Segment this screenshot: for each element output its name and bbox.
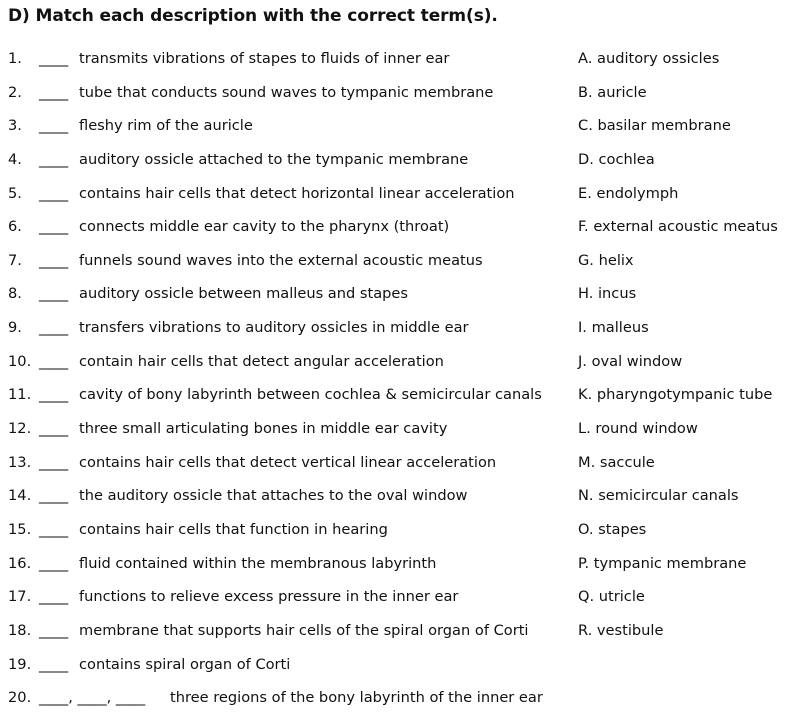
question-number: 8.	[8, 285, 22, 303]
term-list	[578, 47, 783, 653]
question-row	[8, 484, 568, 518]
question-row	[8, 114, 568, 148]
question-description: transmits vibrations of stapes to fluids of inner ear	[79, 50, 450, 67]
question-row	[8, 585, 568, 619]
answer-blank[interactable]: ____	[39, 285, 69, 303]
question-row	[8, 148, 568, 182]
question-row	[8, 518, 568, 552]
question-number: 2.	[8, 83, 22, 101]
question-row	[8, 417, 568, 451]
term-item: G. helix	[578, 251, 634, 269]
question-number: 12.	[8, 420, 32, 438]
question-row	[8, 619, 568, 653]
question-description: contains hair cells that detect vertical linear acceleration	[79, 453, 497, 471]
answer-blank[interactable]: ____	[39, 251, 69, 269]
term-item: E. endolymph	[578, 184, 679, 202]
term-item: I. malleus	[578, 319, 649, 337]
question-number: 11.	[8, 386, 32, 404]
question-number: 13.	[8, 453, 32, 471]
answer-blank[interactable]: ____	[39, 520, 69, 538]
question-row	[8, 282, 568, 316]
term-item: L. round window	[578, 420, 698, 438]
term-item: O. stapes	[578, 520, 647, 538]
question-description: tube that conducts sound waves to tympanic membrane	[79, 83, 494, 101]
section-heading: D) Match each description with the correct term(s).	[8, 6, 498, 26]
question-number: 20.	[8, 689, 32, 707]
answer-blank[interactable]: ____	[39, 386, 69, 404]
question-row	[8, 81, 568, 115]
question-description: three regions of the bony labyrinth of the inner ear	[170, 689, 543, 707]
question-list	[8, 47, 568, 720]
term-item: K. pharyngotympanic tube	[578, 386, 773, 404]
question-row	[8, 383, 568, 417]
answer-blank[interactable]: ____	[39, 50, 69, 67]
question-number: 16.	[8, 554, 32, 572]
question-description: contains hair cells that detect horizontal linear acceleration	[79, 184, 515, 202]
answer-blank[interactable]: ____	[39, 487, 69, 505]
question-number: 6.	[8, 218, 22, 236]
term-item: R. vestibule	[578, 621, 664, 639]
question-row	[8, 451, 568, 485]
question-description: fluid contained within the membranous labyrinth	[79, 554, 437, 572]
question-description: membrane that supports hair cells of the spiral organ of Corti	[79, 621, 529, 639]
question-number: 18.	[8, 621, 32, 639]
term-item: Q. utricle	[578, 588, 645, 606]
answer-blank[interactable]: ____	[39, 352, 69, 370]
question-description: three small articulating bones in middle ear cavity	[79, 420, 448, 438]
question-row	[8, 552, 568, 586]
question-number: 7.	[8, 251, 22, 269]
term-item: N. semicircular canals	[578, 487, 739, 505]
answer-blank[interactable]: ____	[39, 588, 69, 606]
question-row	[8, 182, 568, 216]
answer-blank[interactable]: ____	[39, 150, 69, 168]
question-number: 3.	[8, 117, 22, 135]
question-number: 19.	[8, 655, 32, 673]
question-description: funnels sound waves into the external acoustic meatus	[79, 251, 483, 269]
question-number: 14.	[8, 487, 32, 505]
answer-blank[interactable]: ____	[39, 184, 69, 202]
question-row	[8, 215, 568, 249]
question-description: auditory ossicle between malleus and stapes	[79, 285, 409, 303]
term-item: J. oval window	[578, 352, 683, 370]
question-row	[8, 686, 568, 720]
answer-blank[interactable]: ____	[39, 83, 69, 101]
term-item: P. tympanic membrane	[578, 554, 747, 572]
term-item: A. auditory ossicles	[578, 50, 720, 67]
question-row	[8, 316, 568, 350]
answer-blank[interactable]: ____	[39, 554, 69, 572]
question-description: contain hair cells that detect angular acceleration	[79, 352, 444, 370]
answer-blank[interactable]: ____	[39, 319, 69, 337]
answer-blank[interactable]: ____	[39, 453, 69, 471]
question-number: 1.	[8, 50, 22, 67]
answer-blank[interactable]: ____	[39, 655, 69, 673]
term-item: B. auricle	[578, 83, 647, 101]
term-item: M. saccule	[578, 453, 655, 471]
answer-blank[interactable]: ____	[39, 621, 69, 639]
question-number: 17.	[8, 588, 32, 606]
question-row	[8, 47, 568, 81]
question-number: 10.	[8, 352, 32, 370]
question-number: 15.	[8, 520, 32, 538]
question-description: contains spiral organ of Corti	[79, 655, 291, 673]
question-description: functions to relieve excess pressure in the inner ear	[79, 588, 459, 606]
answer-blank[interactable]: ____	[39, 218, 69, 236]
question-description: connects middle ear cavity to the pharynx (throat)	[79, 218, 450, 236]
question-description: cavity of bony labyrinth between cochlea & semicircular canals	[79, 386, 542, 404]
answer-blank[interactable]: ____	[39, 420, 69, 438]
question-description: auditory ossicle attached to the tympanic membrane	[79, 150, 469, 168]
term-item: D. cochlea	[578, 150, 655, 168]
answer-blank[interactable]: ____	[39, 117, 69, 135]
question-row	[8, 350, 568, 384]
question-number: 5.	[8, 184, 22, 202]
term-item: H. incus	[578, 285, 637, 303]
question-number: 4.	[8, 150, 22, 168]
question-description: fleshy rim of the auricle	[79, 117, 253, 135]
question-description: the auditory ossicle that attaches to the oval window	[79, 487, 468, 505]
question-row	[8, 653, 568, 687]
answer-blank-triple[interactable]: ____, ____, ____	[39, 689, 146, 707]
question-number: 9.	[8, 319, 22, 337]
term-item: C. basilar membrane	[578, 117, 731, 135]
term-item: F. external acoustic meatus	[578, 218, 778, 236]
question-description: contains hair cells that function in hearing	[79, 520, 388, 538]
question-description: transfers vibrations to auditory ossicles in middle ear	[79, 319, 469, 337]
question-row	[8, 249, 568, 283]
